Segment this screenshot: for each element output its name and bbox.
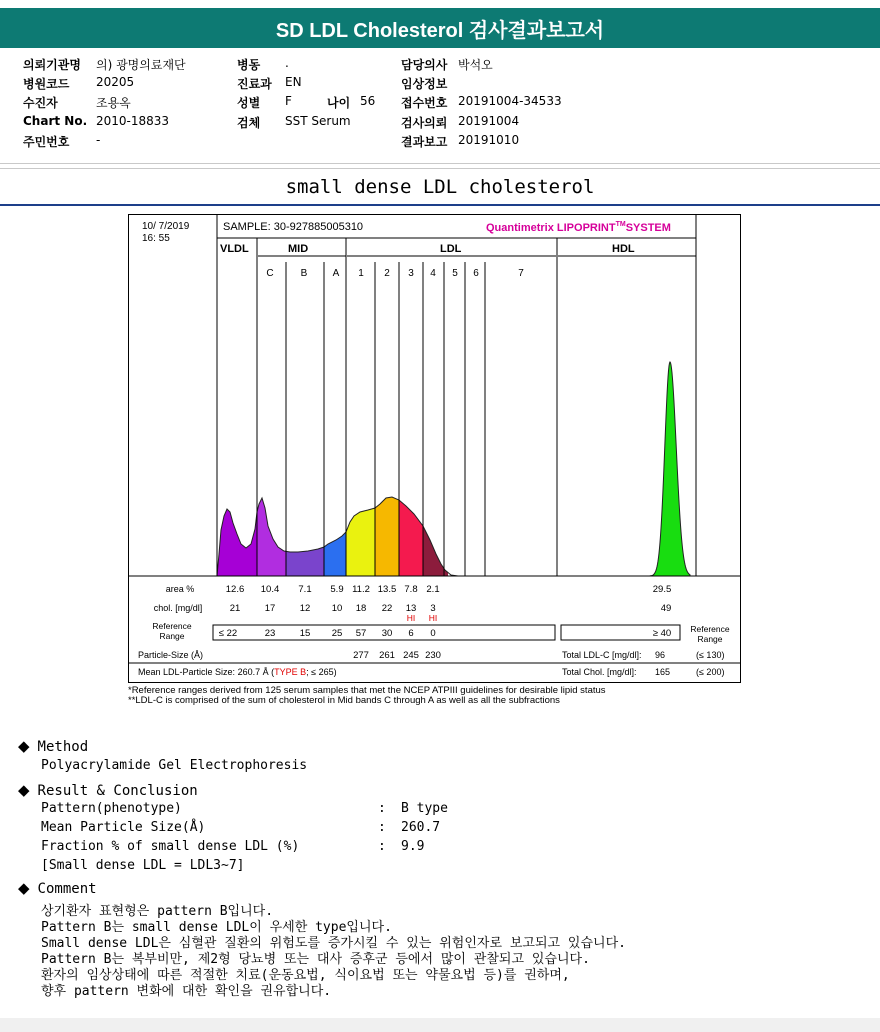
group-label-mid: MID	[288, 243, 309, 255]
area-value: 5.9	[330, 584, 344, 595]
value-sex: F	[285, 94, 292, 108]
hi-flag: HI	[406, 613, 416, 623]
area-value: 12.6	[225, 584, 245, 595]
comment-line: 향후 pattern 변화에 대한 확인을 권유합니다.	[41, 984, 332, 999]
area-value: 7.8	[404, 584, 418, 595]
total-ldl-value: 96	[655, 650, 666, 660]
label-patient: 수진자	[23, 96, 58, 110]
divider	[0, 204, 880, 206]
footnote-reference: *Reference ranges derived from 125 serum samples that met the NCEP ATPIII guidelines for desirable lipid status	[128, 685, 606, 696]
chol-value: 13	[405, 603, 417, 614]
particle-size-value: 261	[379, 650, 395, 661]
result-label: Mean Particle Size(Å)	[41, 820, 206, 835]
comment-line: 상기환자 표현형은 pattern B입니다.	[41, 904, 274, 919]
report-title-bar	[0, 8, 880, 48]
diamond-icon: ◆	[18, 781, 30, 799]
comment-line: Small dense LDL은 심혈관 질환의 위험도를 증가시킬 수 있는 위험인자로 보고되고 있습니다.	[41, 936, 626, 951]
ref-label-right: Reference	[690, 624, 730, 634]
total-chol-value: 165	[655, 667, 671, 677]
label-result-report: 결과보고	[401, 135, 448, 149]
divider	[0, 163, 880, 164]
chol-value: 18	[355, 603, 367, 614]
result-item	[41, 801, 541, 819]
chol-value: 21	[229, 603, 241, 614]
total-ldl-label: Total LDL-C [mg/dl]:	[562, 650, 642, 660]
diamond-icon: ◆	[18, 737, 30, 755]
label-specimen: 검체	[237, 116, 261, 130]
particle-size-value: 277	[353, 650, 369, 661]
chol-value-hdl: 49	[660, 603, 672, 614]
result-value: B type	[401, 801, 448, 816]
area-value: 7.1	[298, 584, 312, 595]
value-resident-no: -	[96, 133, 101, 147]
band-label: 3	[408, 268, 414, 279]
band-fill	[375, 497, 399, 576]
result-colon: :	[378, 801, 386, 816]
band-label: 6	[473, 268, 479, 279]
chol-value: 12	[299, 603, 311, 614]
band-label: 7	[518, 268, 524, 279]
label-resident-no: 주민번호	[23, 135, 70, 149]
result-label: Fraction % of small dense LDL (%)	[41, 839, 300, 854]
area-value: 2.1	[426, 584, 440, 595]
comment-line: Pattern B는 복부비만, 제2형 당뇨병 또는 대사 증후군 등에서 많이 관찰되고 있습니다.	[41, 952, 590, 967]
lipoprint-report-chart	[128, 214, 742, 684]
area-value: 10.4	[260, 584, 280, 595]
comment-line: Pattern B는 small dense LDL이 우세한 type입니다.	[41, 920, 392, 935]
value-hospital-code: 20205	[96, 75, 135, 89]
band-label: A	[332, 268, 340, 279]
footnote-ldl: **LDL-C is comprised of the sum of cholesterol in Mid bands C through A as well as all the subfractions	[128, 695, 560, 706]
sample-id: SAMPLE: 30-927885005310	[223, 221, 364, 233]
row-label-range: Range	[159, 631, 185, 641]
band-label: 5	[452, 268, 458, 279]
chol-value: 3	[430, 603, 436, 614]
result-value: 260.7	[401, 820, 441, 835]
total-chol-label: Total Chol. [mg/dl]:	[562, 667, 637, 677]
label-receipt-no: 접수번호	[401, 96, 448, 110]
value-receipt-no: 20191004-34533	[458, 94, 562, 108]
label-doctor: 담당의사	[401, 58, 448, 72]
ref-value: ≤ 22	[218, 628, 238, 639]
band-label: 1	[358, 268, 364, 279]
ref-value: 6	[408, 628, 414, 639]
value-doctor: 박석오	[458, 58, 493, 72]
band-label: C	[266, 268, 274, 279]
result-colon: :	[378, 839, 386, 854]
total-ldl-ref: (≤ 130)	[696, 650, 725, 660]
band-label: 2	[384, 268, 390, 279]
particle-size-label: Particle-Size (Å)	[138, 650, 204, 660]
area-value: 11.2	[352, 584, 370, 595]
particle-size-value: 245	[403, 650, 419, 661]
result-heading: ◆ Result & Conclusion	[18, 781, 198, 799]
result-colon: :	[378, 820, 386, 835]
band-label: B	[300, 268, 308, 279]
value-patient: 조용옥	[96, 96, 131, 110]
row-label-reference: Reference	[152, 621, 192, 631]
value-ward: .	[285, 56, 289, 70]
ref-value-hdl: ≥ 40	[652, 628, 672, 639]
hi-flag: HI	[428, 613, 438, 623]
value-result-report: 20191010	[458, 133, 520, 147]
label-clinical-info: 임상정보	[401, 77, 448, 91]
report-title: SD LDL Cholesterol 검사결과보고서	[275, 19, 605, 42]
total-chol-ref: (≤ 200)	[696, 667, 725, 677]
divider	[0, 168, 880, 169]
label-age: 나이	[327, 96, 351, 110]
label-department: 진료과	[237, 77, 272, 91]
diamond-icon: ◆	[18, 879, 30, 897]
ref-value: 15	[299, 628, 311, 639]
section-subtitle: small dense LDL cholesterol	[285, 176, 595, 198]
area-value: 13.5	[377, 584, 397, 595]
chol-value: 22	[381, 603, 393, 614]
row-label-area: area %	[165, 584, 195, 594]
ref-value: 23	[264, 628, 276, 639]
value-test-request: 20191004	[458, 114, 520, 128]
comment-line: 환자의 임상상태에 따른 적절한 치료(운동요법, 식이요법 또는 약물요법 등)를 권하며,	[41, 968, 570, 983]
group-label-vldl: VLDL	[220, 243, 249, 255]
group-label-hdl: HDL	[612, 243, 635, 255]
brand-name: Quantimetrix LIPOPRINT™SYSTEM	[486, 221, 671, 234]
result-note: [Small dense LDL = LDL3~7]	[41, 858, 245, 873]
value-age: 56	[360, 94, 376, 108]
label-requesting-org: 의뢰기관명	[23, 58, 81, 72]
result-label: Pattern(phenotype)	[41, 801, 182, 816]
value-specimen: SST Serum	[285, 114, 351, 128]
label-test-request: 검사의뢰	[401, 116, 448, 130]
result-value: 9.9	[401, 839, 425, 854]
ref-label-right: Range	[697, 634, 723, 644]
value-chart-no: 2010-18833	[96, 114, 170, 128]
value-requesting-org: 의) 광명의료재단	[96, 58, 186, 72]
comment-heading: ◆ Comment	[18, 879, 97, 897]
method-text: Polyacrylamide Gel Electrophoresis	[41, 758, 308, 773]
mean-size-line: Mean LDL-Particle Size: 260.7 Å (TYPE B; ≤ 265)	[138, 667, 337, 677]
row-label-chol: chol. [mg/dl]	[153, 603, 203, 613]
label-chart-no: Chart No.	[23, 114, 88, 128]
label-sex: 성별	[237, 96, 261, 110]
value-department: EN	[285, 75, 302, 89]
ref-value: 30	[381, 628, 393, 639]
area-value-hdl: 29.5	[652, 584, 672, 595]
result-item	[41, 839, 541, 857]
ref-value: 0	[430, 628, 436, 639]
report-time: 16: 55	[142, 233, 170, 244]
report-date: 10/ 7/2019	[142, 221, 190, 232]
label-ward: 병동	[237, 58, 261, 72]
label-hospital-code: 병원코드	[23, 77, 70, 91]
ref-value: 57	[355, 628, 367, 639]
group-label-ldl: LDL	[440, 243, 462, 255]
method-heading: ◆ Method	[18, 737, 89, 755]
band-label: 4	[430, 268, 436, 279]
result-item	[41, 820, 541, 838]
bottom-bar	[0, 1018, 880, 1032]
chol-value: 10	[331, 603, 343, 614]
ref-value: 25	[331, 628, 343, 639]
particle-size-value: 230	[425, 650, 441, 661]
chol-value: 17	[264, 603, 276, 614]
